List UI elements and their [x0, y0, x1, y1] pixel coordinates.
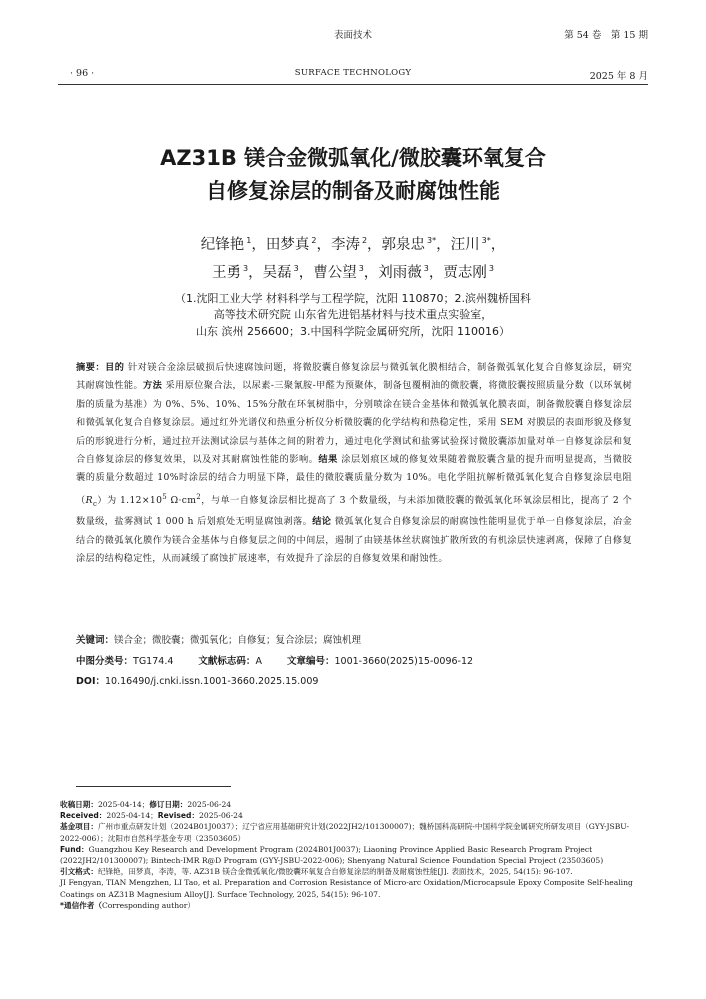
result-text-a: 涂层划痕区域的修复效果随着微胶囊含量的提升而明显提高，当微胶囊的质量分数超过 10%时涂层的结合力明显下降，最佳的微胶囊质量分数为 10%。电化学阻抗解析微弧氧化复合自修复涂层电阻（	[76, 454, 633, 506]
title-line-1: AZ31B 镁合金微弧氧化/微胶囊环氧复合	[160, 146, 546, 170]
authors-line-2: 王勇 $^3$，吴磊 $^3$，曹公望 $^3$，刘雨薇 $^3$，贾志刚 $^3$	[212, 264, 494, 281]
author-affiliation-sup: 3*	[427, 236, 437, 245]
keywords-text: 镁合金；微胶囊；微弧氧化；自修复；复合涂层；腐蚀机理	[114, 635, 362, 646]
method-label: 方法	[143, 380, 163, 392]
clc-value: TG174.4	[133, 656, 174, 667]
journal-name-en: SURFACE TECHNOLOGY	[294, 68, 412, 78]
resistance-subscript: c	[92, 499, 98, 508]
footnote-rule	[76, 786, 231, 787]
citation-cn: 引文格式：纪锋艳，田梦真，李涛，等. AZ31B 镁合金微弧氧化/微胶囊环氧复合自修复涂层的制备及耐腐蚀性能[J]. 表面技术，2025, 54(15): 96-107.	[60, 867, 573, 877]
author-name: 郭泉忠	[381, 237, 426, 253]
conclusion-text: 微弧氧化复合自修复涂层的耐腐蚀性能明显优于单一自修复涂层，冶金结合的微弧氧化膜作为镁合金基体与自修复层之间的中间层，遏制了由镁基体丝状腐蚀扩散所致的有机涂层快速剥离，保障了自修复涂层的结构稳定性，从而减缓了腐蚀扩展速率，有效提升了涂层的自修复效果和耐蚀性。	[76, 516, 632, 564]
author-name: 王勇	[212, 265, 242, 281]
author-affiliation-sup: 3	[243, 264, 249, 273]
fund-en: Fund：Guangzhou Key Research and Development Program (2024B01J0037); Liaoning Province Applied Basic Research Program Project (2022JH2/101300007); Bintech-IMR R@D Program (GYY-JSBU-2022-006); Shenyang Natural Science Foundation Special Project (23503605)	[60, 844, 604, 866]
exponent: 5	[162, 492, 168, 501]
author-affiliation-sup: 2	[361, 236, 368, 245]
article-no-value: 1001-3660(2025)15-0096-12	[334, 656, 474, 667]
author-name: 纪锋艳	[200, 237, 245, 253]
author-affiliation-sup: 3*	[481, 236, 491, 245]
author-name: 贾志刚	[443, 265, 487, 281]
issue-date: 2025 年 8 月	[589, 71, 648, 82]
affiliation-line-1: （1.沈阳工业大学 材料科学与工程学院，沈阳 110870；2.滨州魏桥国科	[175, 292, 531, 305]
classification	[76, 653, 473, 667]
affiliation-line-3: 山东 滨州 256600；3.中国科学院金属研究所，沈阳 110016）	[196, 325, 510, 338]
conclusion-label: 结论	[312, 516, 332, 528]
author-name: 汪川	[450, 237, 480, 253]
author-affiliation-sup: 3	[293, 264, 299, 273]
author-name: 刘雨薇	[378, 265, 422, 281]
keywords-label: 关键词：	[76, 635, 115, 646]
footnotes	[60, 799, 646, 911]
page-number: · 96 ·	[70, 68, 95, 79]
resistance-symbol: R	[85, 494, 93, 506]
result-text-c: Ω·cm	[167, 494, 197, 506]
result-label: 结果	[318, 454, 338, 466]
header-rule	[58, 84, 648, 85]
keywords	[76, 632, 361, 646]
exponent-2: 2	[196, 492, 202, 501]
result-text-d: ，与单一自修复涂层相比提高了 3 个数量级，与未添加微胶囊的微弧氧化环氧涂层相比，提高了 2 个数量级，盐雾测试 1 000 h 后划痕处无明显腐蚀剥落。	[76, 494, 632, 528]
doi	[76, 673, 318, 687]
author-affiliation-sup: 1	[246, 236, 252, 245]
received-cn: 收稿日期：2025-04-14；修订日期：2025-06-24	[60, 800, 232, 809]
objective-text: 针对镁合金涂层破损后快速腐蚀问题，将微胶囊自修复涂层与微弧氧化膜相结合，制备微弧氧化复合自修复涂层，研究其耐腐蚀性能。	[76, 362, 632, 392]
authors-line-1: 纪锋艳 $^1$，田梦真 $^2$，李涛 $^2$，郭泉忠 $^{3*}$，汪川 $^{3*}$，	[200, 236, 506, 253]
author-name: 吴磊	[262, 265, 292, 281]
author-affiliation-sup: 3	[488, 264, 494, 273]
abstract	[76, 359, 632, 568]
received-en: Received：2025-04-14；Revised：2025-06-24	[60, 811, 243, 821]
affiliation-line-2: 高等技术研究院 山东省先进铝基材料与技术重点实验室，	[213, 308, 493, 321]
doc-code-value: A	[255, 656, 262, 667]
author-affiliation-sup: 3	[358, 264, 364, 273]
doc-code-label: 文献标志码：	[198, 656, 256, 667]
journal-name-cn: 表面技术	[333, 30, 372, 41]
citation-en: JI Fengyan, TIAN Mengzhen, LI Tao, et al. Preparation and Corrosion Resistance of Micro-arc Oxidation/Microcapsule Epoxy Composite Self-healing Coatings on AZ31B Magnesium Alloy[J]. Surface Technology, 2025, 54(15): 96-107.	[60, 878, 633, 899]
corresponding-author: *通信作者（Corresponding author）	[60, 900, 195, 910]
method-text: 采用原位聚合法，以尿素-三聚氰胺-甲醛为预聚体，制备包覆桐油的微胶囊，将微胶囊按照质量分数（以环氧树脂的质量为基准）为 0%、5%、10%、15%分散在环氧树脂中，分别喷涂在镁合金基体和微弧氧化膜表面，制备微胶囊自修复涂层和微弧氧化复合自修复涂层。通过红外光谱仪和热重分析仪分析微胶囊的化学结构和热稳定性，采用 SEM 对膜层的表面形貌及修复后的形貌进行分析，通过拉开法测试涂层与基体之间的附着力，通过电化学测试和盐雾试验探讨微胶囊添加量对单一自修复涂层和复合自修复涂层的修复效果，以及对其耐腐蚀性能的影响。	[76, 380, 632, 466]
article-no-label: 文章编号：	[286, 656, 335, 667]
result-text-b: ）为 1.12×10	[97, 494, 163, 506]
author-name: 田梦真	[265, 237, 310, 253]
clc-label: 中图分类号：	[76, 656, 134, 667]
objective-label: 目的	[105, 362, 125, 373]
doi-label: DOI：	[76, 676, 105, 687]
author-name: 李涛	[330, 237, 360, 253]
fund-cn: 基金项目：广州市重点研发计划（2024B01J0037）；辽宁省应用基础研究计划(2022JH2/101300007)；魏桥国科高研院-中国科学院金属研究所研发项目（GYY-JSBU-2022-006）；沈阳市自然科学基金专项（23503605）	[60, 822, 630, 843]
author-affiliation-sup: 2	[311, 236, 317, 245]
author-affiliation-sup: 3	[423, 264, 429, 273]
abstract-label: 摘要：	[76, 362, 106, 373]
title-line-2: 自修复涂层的制备及耐腐蚀性能	[206, 179, 500, 203]
volume-issue: 第 54 卷 第 15 期	[564, 30, 648, 41]
author-name: 曹公望	[313, 265, 357, 281]
doi-value: 10.16490/j.cnki.issn.1001-3660.2025.15.009	[105, 676, 319, 687]
